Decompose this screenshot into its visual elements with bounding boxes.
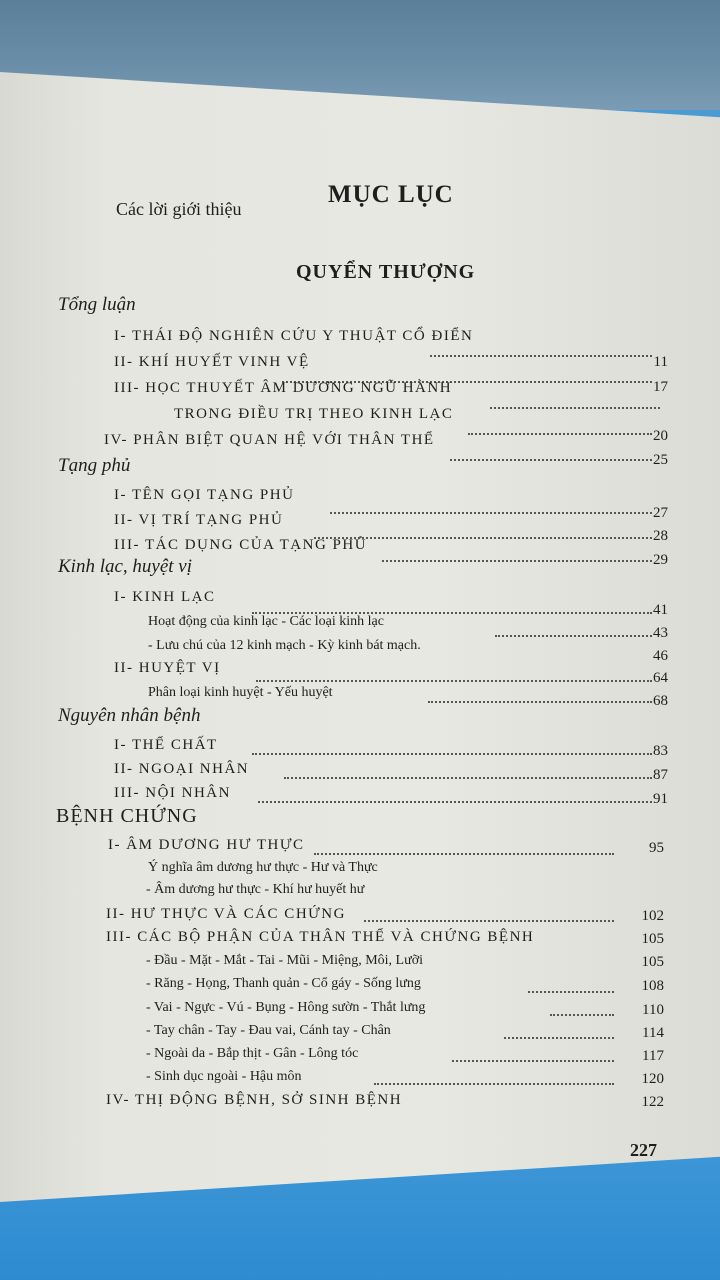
toc-entry: TRONG ĐIỀU TRỊ THEO KINH LẠC (174, 406, 454, 422)
toc-subentry: - Đầu - Mặt - Mắt - Tai - Mũi - Miệng, Môi, Lưỡi (146, 953, 423, 968)
toc-subentry: - Lưu chú của 12 kinh mạch - Kỳ kinh bát mạch. (148, 638, 421, 653)
toc-entry: II- HƯ THỰC VÀ CÁC CHỨNG (106, 906, 346, 922)
toc-entry: III- CÁC BỘ PHẬN CỦA THÂN THỂ VÀ CHỨNG BỆNH (106, 929, 535, 945)
leader-dots (528, 991, 614, 995)
toc-page: 64 (653, 670, 668, 686)
leader-dots (374, 1083, 614, 1087)
leader-dots (428, 701, 652, 705)
toc-entry: III- TÁC DỤNG CỦA TẠNG PHỦ (114, 537, 368, 553)
toc-subentry: - Răng - Họng, Thanh quản - Cổ gáy - Sống lưng (146, 976, 421, 991)
toc-page: 105 (641, 954, 664, 970)
toc-page: 68 (653, 693, 668, 709)
toc-entry: IV- PHÂN BIỆT QUAN HỆ VỚI THÂN THỂ (104, 432, 435, 448)
toc-entry: III- NỘI NHÂN (114, 785, 231, 801)
toc-entry: I- TÊN GỌI TẠNG PHỦ (114, 487, 295, 503)
toc-entry: II- KHÍ HUYẾT VINH VỆ (114, 354, 310, 370)
toc-entry: I- ÂM DƯƠNG HƯ THỰC (108, 837, 305, 853)
toc-subentry: - Ngoài da - Bắp thịt - Gân - Lông tóc (146, 1046, 359, 1061)
toc-page: 110 (642, 1002, 664, 1018)
leader-dots (256, 680, 652, 684)
toc-subentry: Phân loại kinh huyệt - Yếu huyệt (148, 685, 333, 700)
leader-dots (252, 753, 652, 757)
toc-subentry: - Tay chân - Tay - Đau vai, Cánh tay - Chân (146, 1023, 391, 1038)
leader-dots (284, 777, 652, 781)
leader-dots (550, 1014, 614, 1018)
toc-entry: III- HỌC THUYẾT ÂM DƯƠNG NGŨ HÀNH (114, 380, 453, 396)
toc-subentry: Hoạt động của kinh lạc - Các loại kinh lạc (148, 614, 384, 629)
toc-page: 20 (653, 428, 668, 444)
toc-page: 114 (642, 1025, 664, 1041)
page-number: 227 (630, 1140, 657, 1160)
toc-subentry: - Sinh dục ngoài - Hậu môn (146, 1069, 302, 1084)
leader-dots (490, 407, 660, 411)
section-heading: Kinh lạc, huyệt vị (58, 556, 193, 577)
section-heading: Tạng phủ (58, 455, 131, 476)
toc-page: 102 (641, 908, 664, 924)
section-heading: BỆNH CHỨNG (56, 805, 198, 827)
leader-dots (452, 1060, 614, 1064)
toc-page: 87 (653, 767, 668, 783)
toc-page: 17 (653, 379, 668, 395)
toc-page: 11 (653, 354, 668, 370)
leader-dots (258, 801, 652, 805)
toc-page: 46 (653, 648, 668, 664)
toc-entry: IV- THỊ ĐỘNG BỆNH, SỞ SINH BỆNH (106, 1092, 403, 1108)
volume-heading: QUYỂN THƯỢNG (296, 261, 476, 283)
toc-entry: I- THÁI ĐỘ NGHIÊN CỨU Y THUẬT CỔ ĐIỂN (114, 328, 474, 344)
toc-page: 120 (641, 1071, 664, 1087)
toc-page: 41 (653, 602, 668, 618)
toc-page: 117 (642, 1048, 664, 1064)
section-heading: Tổng luận (58, 294, 136, 315)
leader-dots (504, 1037, 614, 1041)
intro-text: Các lời giới thiệu (116, 199, 242, 219)
leader-dots (450, 459, 652, 463)
leader-dots (364, 920, 614, 924)
toc-subentry: Ý nghĩa âm dương hư thực - Hư và Thực (148, 860, 378, 875)
toc-page: 43 (653, 625, 668, 641)
toc-page: 25 (653, 452, 668, 468)
toc-page: 108 (641, 978, 664, 994)
toc-page: 28 (653, 528, 668, 544)
toc-entry: I- KINH LẠC (114, 589, 216, 605)
page-title: MỤC LỤC (328, 181, 454, 208)
leader-dots (468, 433, 652, 437)
leader-dots (430, 355, 652, 359)
toc-entry: II- HUYỆT VỊ (114, 660, 221, 676)
toc-page: 27 (653, 505, 668, 521)
leader-dots (382, 560, 652, 564)
toc-page: 95 (649, 840, 664, 856)
toc-subentry: - Vai - Ngực - Vú - Bụng - Hông sườn - Thắt lưng (146, 1000, 426, 1015)
toc-page: 91 (653, 791, 668, 807)
leader-dots (330, 512, 652, 516)
toc-page: 105 (641, 931, 664, 947)
toc-entry: II- NGOẠI NHÂN (114, 761, 250, 777)
section-heading: Nguyên nhân bệnh (58, 705, 201, 726)
leader-dots (314, 853, 614, 857)
toc-entry: I- THỂ CHẤT (114, 737, 218, 753)
toc-entry: II- VỊ TRÍ TẠNG PHỦ (114, 512, 284, 528)
toc-page: 29 (653, 552, 668, 568)
toc-subentry: - Âm dương hư thực - Khí hư huyết hư (146, 882, 365, 897)
toc-page: 122 (641, 1094, 664, 1110)
toc-page: 83 (653, 743, 668, 759)
